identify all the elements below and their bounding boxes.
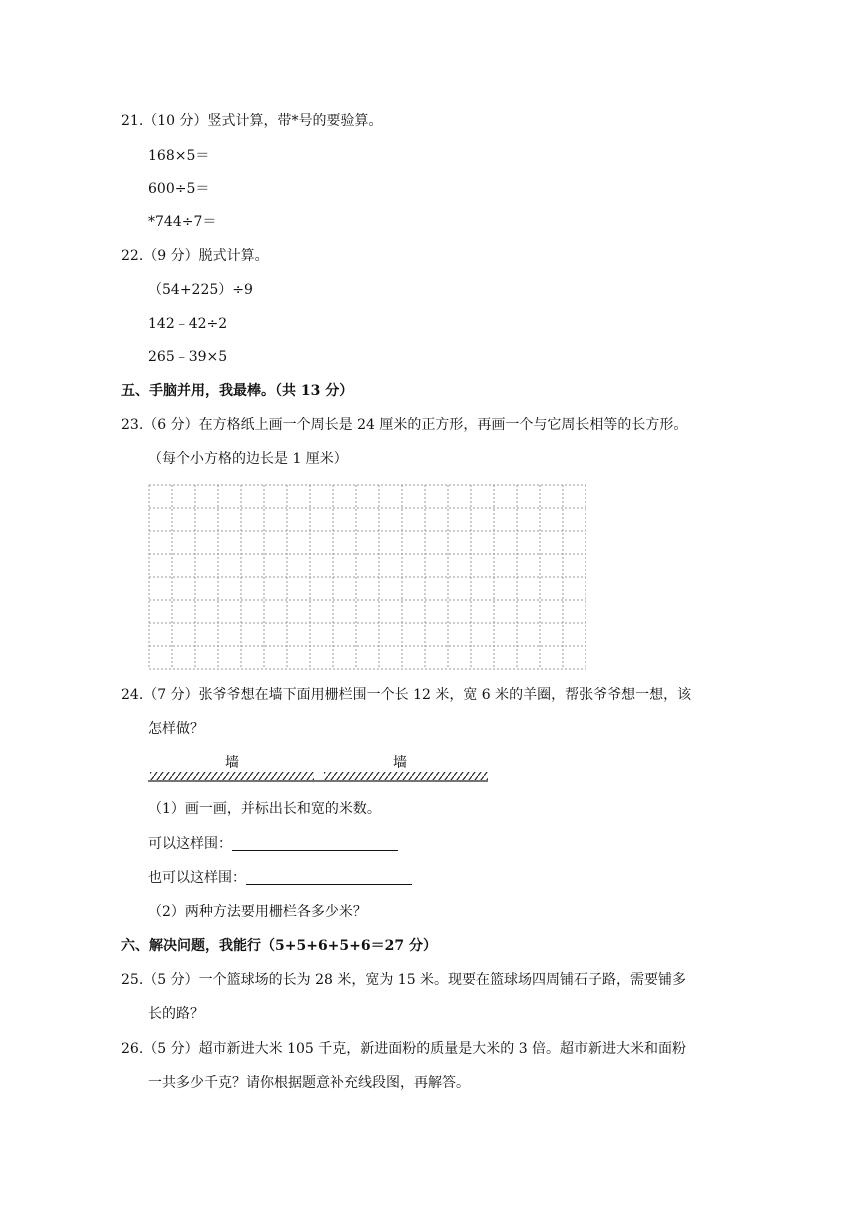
q25-line2: 长的路？ — [148, 1006, 204, 1022]
section-5-heading: 五、手脑并用，我最棒。（共 13 分） — [121, 383, 354, 399]
q26-line2: 一共多少千克？请你根据题意补充线段图，再解答。 — [148, 1075, 470, 1091]
q22-item-3: 265﹣39×5 — [148, 349, 228, 365]
q24-option2-row — [148, 869, 412, 887]
q24-title-line1: 24.（7 分）张爷爷想在墙下面用栅栏围一个长 12 米，宽 6 米的羊圈，帮张爷爷想一想，该 — [121, 687, 692, 703]
q22-item-1: （54+225）÷9 — [148, 282, 253, 298]
q24-part2: （2）两种方法要用栅栏各多少米？ — [148, 904, 367, 920]
q21-item-3: *744÷7＝ — [148, 214, 217, 230]
q24-option2-blank[interactable] — [246, 870, 412, 885]
q26-line1: 26.（5 分）超市新进大米 105 千克，新进面粉的质量是大米的 3 倍。超市新进大米和面粉 — [121, 1041, 687, 1057]
q21-item-2: 600÷5＝ — [148, 181, 210, 197]
q23-title: 23.（6 分）在方格纸上画一个周长是 24 厘米的正方形，再画一个与它周长相等的长方形。 — [121, 417, 688, 433]
q25-line1: 25.（5 分）一个篮球场的长为 28 米，宽为 15 米。现要在篮球场四周铺石子路，需要铺多 — [121, 972, 687, 988]
wall-label-left: 墙 — [225, 755, 239, 771]
q24-option1-row — [148, 835, 398, 853]
wall-label-right: 墙 — [393, 755, 407, 771]
q24-title-line2: 怎样做？ — [148, 721, 204, 737]
wall-hatch-right — [324, 772, 488, 780]
q21-title: 21.（10 分）竖式计算，带*号的要验算。 — [121, 113, 383, 129]
q24-option1-blank[interactable] — [232, 836, 398, 851]
q24-part1: （1）画一画，并标出长和宽的米数。 — [148, 801, 381, 817]
section-6-heading: 六、解决问题，我能行（5+5+6+5+6＝27 分） — [121, 938, 437, 954]
wall-hatch-left — [150, 772, 314, 780]
q22-item-2: 142﹣42÷2 — [148, 316, 228, 332]
q23-note: （每个小方格的边长是 1 厘米） — [148, 451, 348, 467]
wall-diagram — [148, 752, 490, 786]
q24-option2-label: 也可以这样围： — [148, 870, 246, 886]
q21-item-1: 168×5＝ — [148, 148, 210, 164]
q24-option1-label: 可以这样围： — [148, 836, 232, 852]
q22-title: 22.（9 分）脱式计算。 — [121, 248, 269, 264]
square-grid-paper[interactable] — [148, 484, 586, 670]
